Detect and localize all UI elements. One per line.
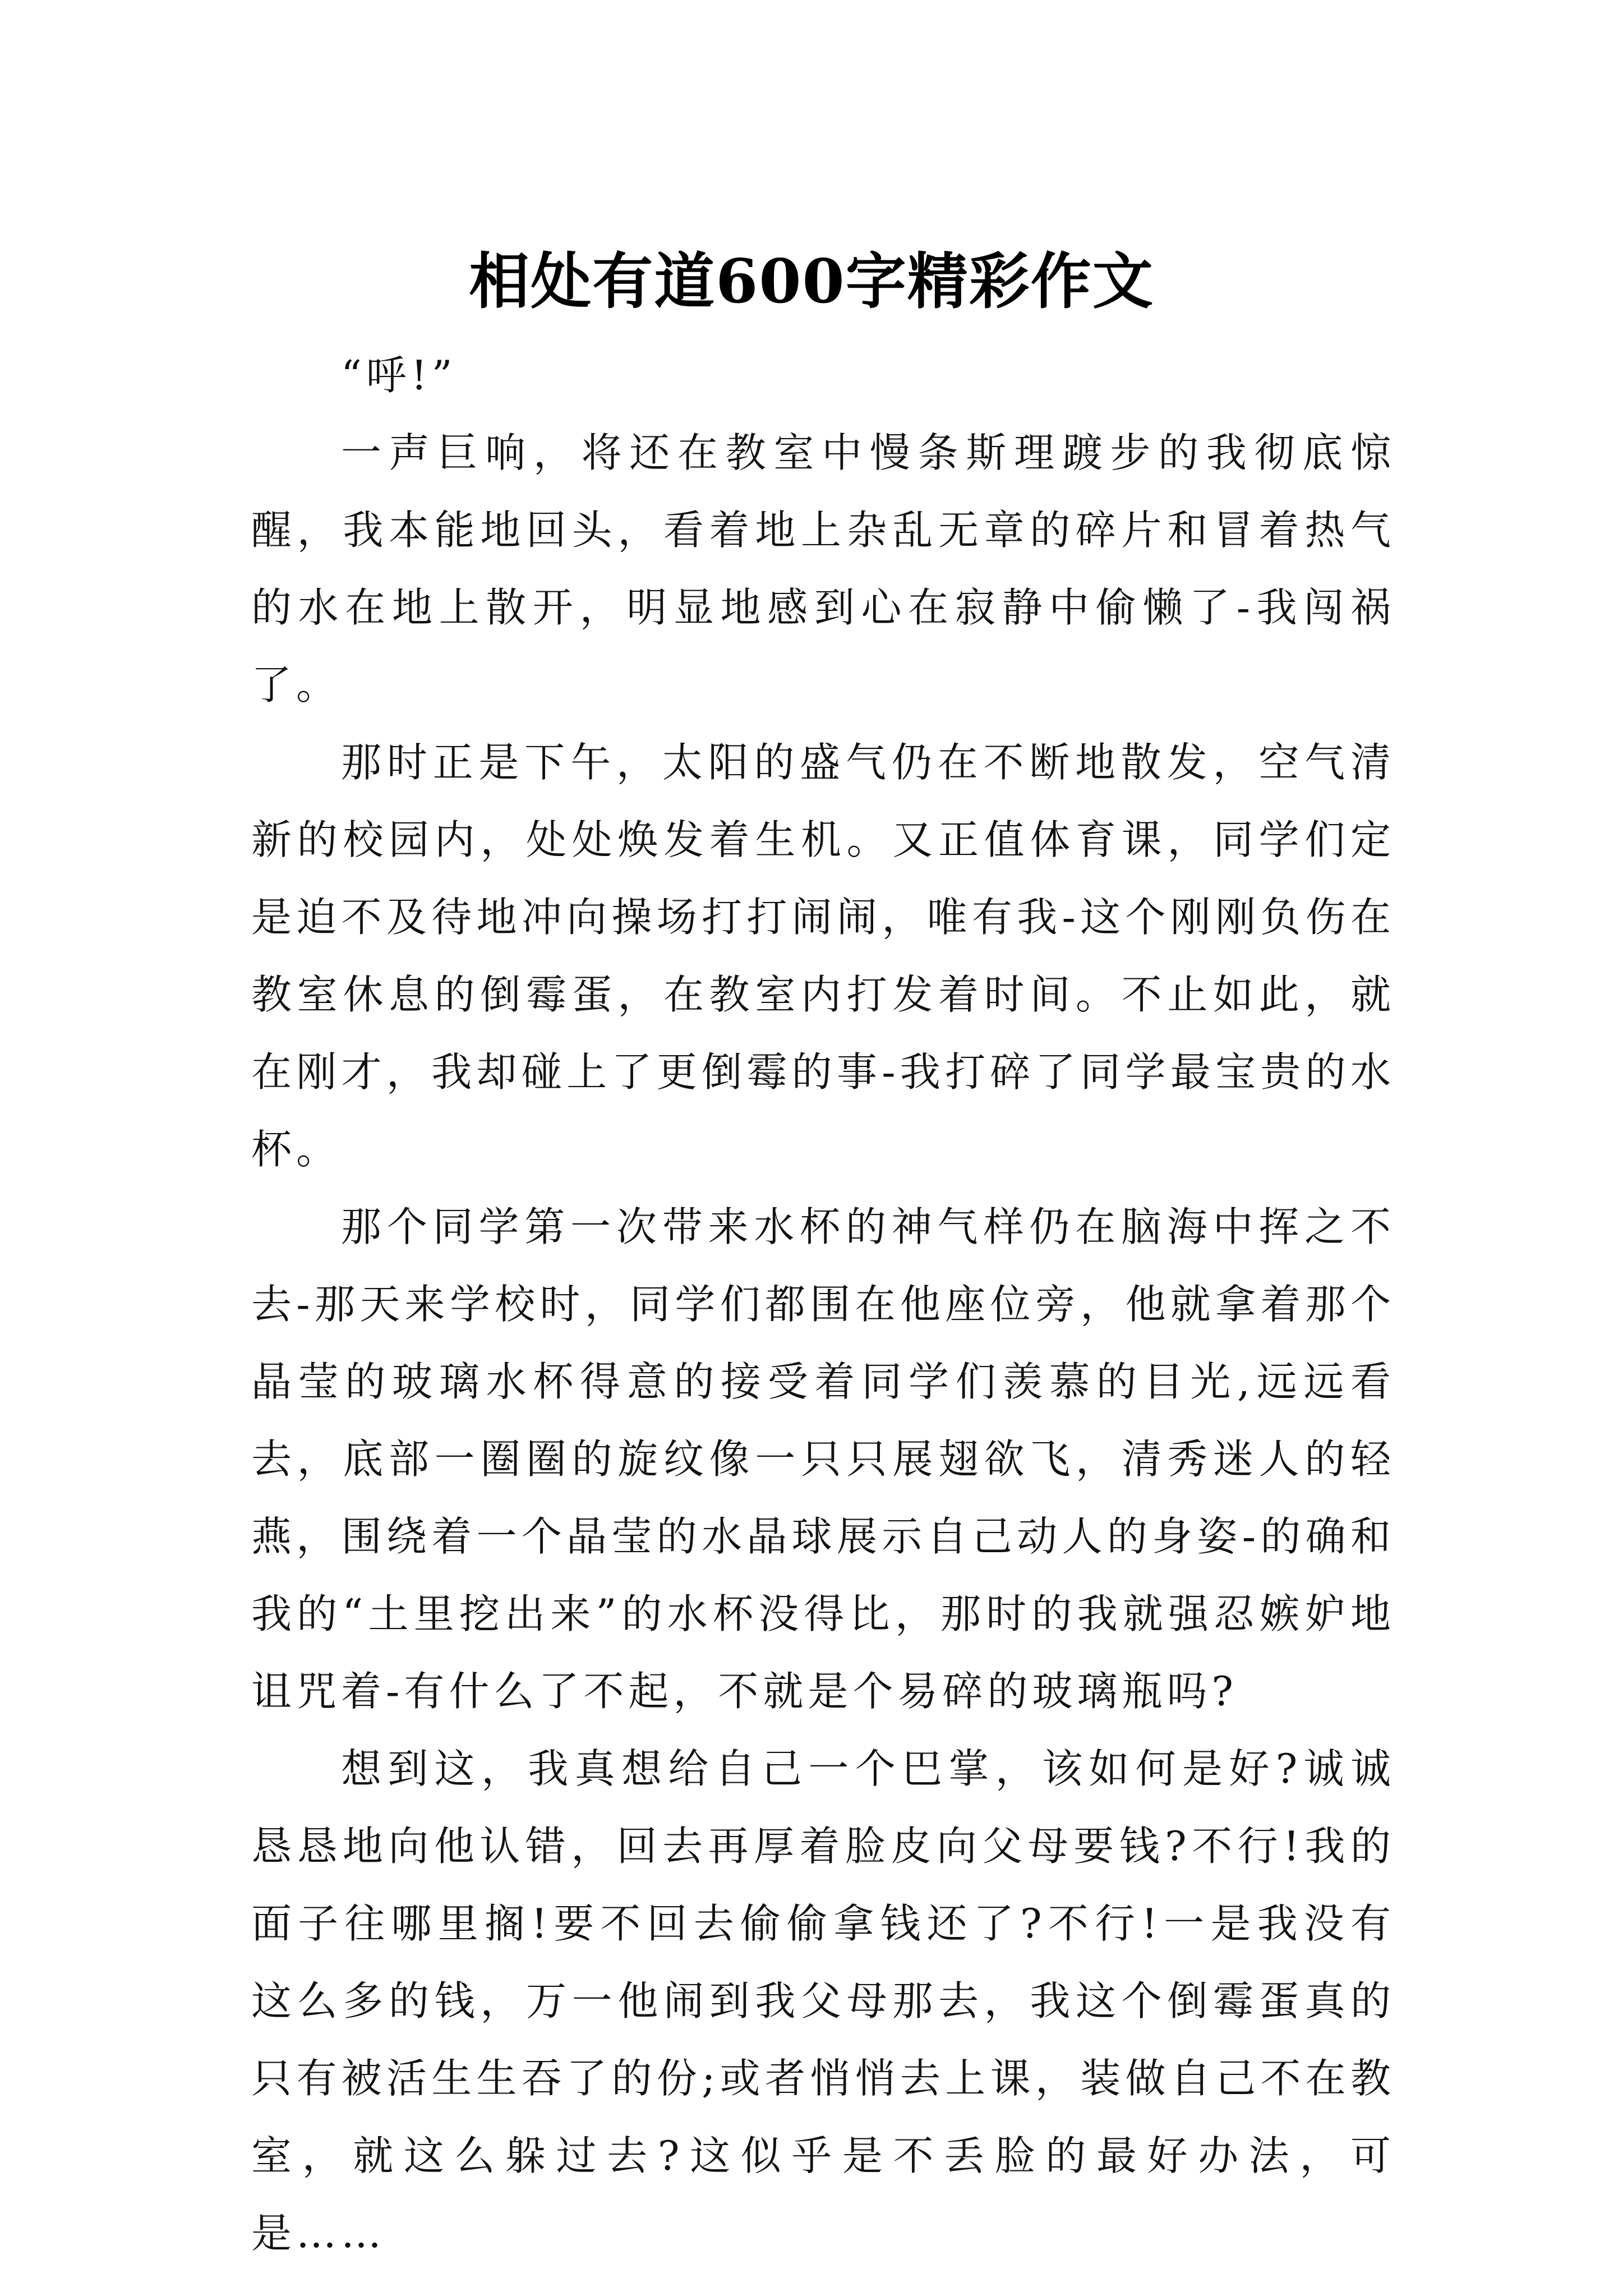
paragraph: “呼!” — [341, 352, 457, 399]
paragraph: 一声巨响，将还在教室中慢条斯理踱步的我彻底惊醒，我本能地回头，看着地上杂乱无章的碎片和冒着热气的水在地上散开，明显地感到心在寂静中偷懒了-我闯祸了。 — [251, 429, 1395, 708]
document-title: 相处有道600字精彩作文 — [469, 246, 1154, 318]
document-body — [251, 337, 1395, 2272]
paragraph: 那个同学第一次带来水杯的神气样仍在脑海中挥之不去-那天来学校时，同学们都围在他座位旁，他就拿着那个晶莹的玻璃水杯得意的接受着同学们羡慕的目光,远远看去，底部一圈圈的旋纹像一只只展翅欲飞，清秀迷人的轻燕，围绕着一个晶莹的水晶球展示自己动人的身姿-的确和我的“土里挖出来”的水杯没得比，那时的我就强忍嫉妒地诅咒着-有什么了不起，不就是个易碎的玻璃瓶吗? — [251, 1203, 1395, 1715]
paragraph: 那时正是下午，太阳的盛气仍在不断地散发，空气清新的校园内，处处焕发着生机。又正值体育课，同学们定是迫不及待地冲向操场打打闹闹，唯有我-这个刚刚负伤在教室休息的倒霉蛋，在教室内打发着时间。不止如此，就在刚才，我却碰上了更倒霉的事-我打碎了同学最宝贵的水杯。 — [251, 739, 1395, 1173]
paragraph: 想到这，我真想给自己一个巴掌，该如何是好?诚诚恳恳地向他认错，回去再厚着脸皮向父母要钱?不行!我的面子往哪里搁!要不回去偷偷拿钱还了?不行!一是我没有这么多的钱，万一他闹到我父母那去，我这个倒霉蛋真的只有被活生生吞了的份;或者悄悄去上课，装做自己不在教室，就这么躲过去?这似乎是不丢脸的最好办法，可是…… — [251, 1745, 1395, 2257]
